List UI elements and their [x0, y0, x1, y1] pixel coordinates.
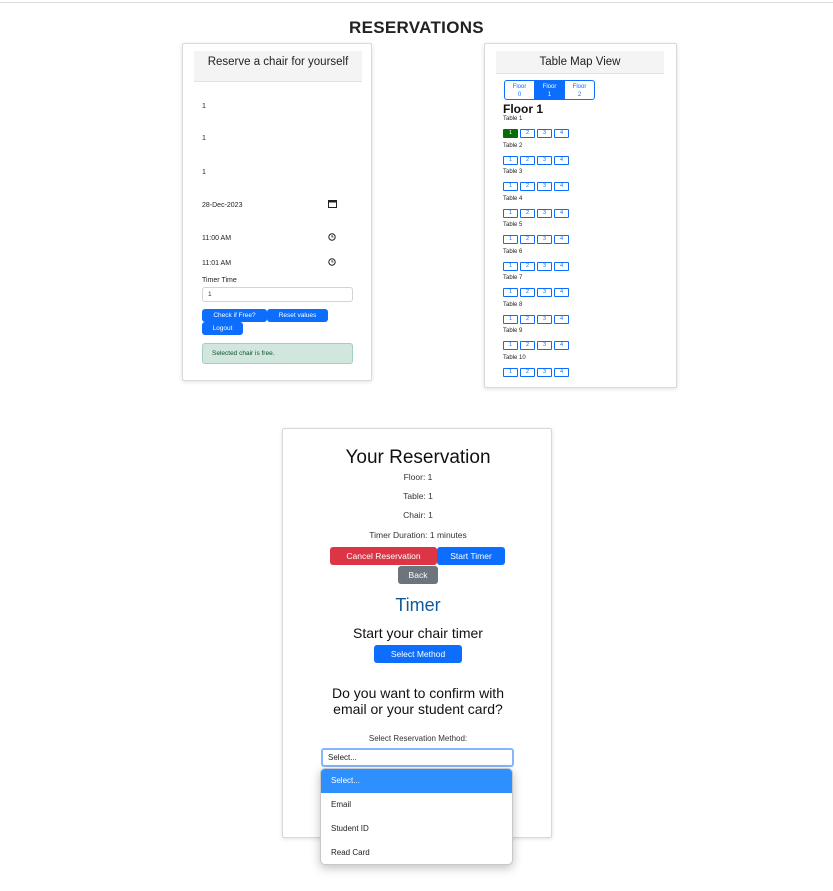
end-time-field[interactable]: 11:01 AM: [202, 260, 232, 267]
chair-button[interactable]: 3: [537, 129, 552, 138]
timer-time-label: Timer Time: [202, 277, 237, 284]
chair-button[interactable]: 4: [554, 235, 569, 244]
table-label: Table 2: [503, 142, 523, 149]
option-select[interactable]: Select...: [321, 769, 512, 793]
reservation-method-dropdown: [320, 768, 513, 865]
timer-time-input[interactable]: 1: [202, 287, 353, 302]
floor-tabs: [504, 80, 594, 100]
reservation-chair: Chair: 1: [403, 510, 433, 520]
table-map-header: Table Map View: [496, 51, 664, 74]
clock-icon[interactable]: [328, 258, 336, 268]
chair-row: [503, 156, 571, 165]
table-map-card: [484, 43, 677, 388]
floor-title: Floor 1: [503, 102, 544, 116]
chair-button[interactable]: 1: [503, 315, 518, 324]
calendar-icon[interactable]: [328, 200, 337, 210]
chair-button[interactable]: 3: [537, 341, 552, 350]
chair-row: [503, 209, 571, 218]
chair-button[interactable]: 2: [520, 209, 535, 218]
chair-button[interactable]: 2: [520, 235, 535, 244]
chair-button[interactable]: 4: [554, 315, 569, 324]
chair-button[interactable]: 3: [537, 182, 552, 191]
status-alert: Selected chair is free.: [202, 343, 353, 364]
chair-row: [503, 368, 571, 377]
chair-button[interactable]: 2: [520, 288, 535, 297]
chair-field[interactable]: 1: [202, 169, 206, 176]
chair-button[interactable]: 2: [520, 315, 535, 324]
chair-row: [503, 288, 571, 297]
floor-tab-2[interactable]: Floor 2: [564, 80, 595, 100]
chair-button[interactable]: 3: [537, 209, 552, 218]
chair-button[interactable]: 1: [503, 182, 518, 191]
start-timer-button[interactable]: Start Timer: [437, 547, 505, 565]
floor-tab-0[interactable]: Floor 0: [504, 80, 535, 100]
chair-button[interactable]: 1: [503, 209, 518, 218]
chair-button[interactable]: 4: [554, 288, 569, 297]
confirm-question: Do you want to confirm with email or your student card?: [332, 685, 504, 717]
start-timer-heading: Start your chair timer: [353, 625, 483, 641]
chair-button[interactable]: 3: [537, 368, 552, 377]
chair-button[interactable]: 4: [554, 262, 569, 271]
chair-row: [503, 262, 571, 271]
table-label: Table 4: [503, 195, 523, 202]
table-label: Table 6: [503, 248, 523, 255]
chair-button[interactable]: 4: [554, 209, 569, 218]
table-label: Table 5: [503, 222, 523, 228]
chair-row: [503, 341, 571, 350]
chair-row: [503, 235, 571, 244]
chair-button[interactable]: 1: [503, 156, 518, 165]
chair-button[interactable]: 3: [537, 288, 552, 297]
floor-tab-1[interactable]: Floor 1: [534, 80, 565, 100]
table-label: Table 9: [503, 328, 523, 334]
chair-button[interactable]: 1: [503, 288, 518, 297]
chair-button[interactable]: 2: [520, 156, 535, 165]
option-email[interactable]: Email: [331, 800, 352, 809]
chair-button[interactable]: 2: [520, 262, 535, 271]
method-label: Select Reservation Method:: [368, 734, 468, 743]
chair-button[interactable]: 4: [554, 182, 569, 191]
table-field[interactable]: 1: [202, 135, 206, 142]
chair-row: [503, 129, 571, 138]
cancel-reservation-button[interactable]: Cancel Reservation: [330, 547, 437, 565]
reservation-table: Table: 1: [403, 491, 433, 501]
start-time-field[interactable]: 11:00 AM: [202, 235, 232, 242]
reservation-timer-duration: Timer Duration: 1 minutes: [369, 530, 467, 540]
chair-button[interactable]: 1: [503, 262, 518, 271]
check-if-free-button[interactable]: Check if Free?: [202, 309, 267, 322]
back-button[interactable]: Back: [398, 566, 438, 584]
chair-button[interactable]: 4: [554, 368, 569, 377]
table-label: Table 8: [503, 301, 523, 308]
chair-button[interactable]: 2: [520, 341, 535, 350]
top-border: [0, 0, 833, 3]
page-title: RESERVATIONS: [349, 18, 484, 37]
chair-button[interactable]: 1: [503, 129, 518, 138]
table-label: Table 10: [503, 354, 526, 361]
chair-button[interactable]: 2: [520, 368, 535, 377]
reserve-card: [182, 43, 372, 381]
reset-values-button[interactable]: Reset values: [267, 309, 328, 322]
floor-field[interactable]: 1: [202, 103, 206, 110]
table-label: Table 1: [503, 116, 523, 122]
chair-button[interactable]: 2: [520, 129, 535, 138]
table-label: Table 3: [503, 169, 523, 175]
option-student-id[interactable]: Student ID: [331, 824, 369, 833]
chair-button[interactable]: 1: [503, 235, 518, 244]
chair-button[interactable]: 3: [537, 315, 552, 324]
select-method-button[interactable]: Select Method: [374, 645, 462, 663]
date-field[interactable]: 28-Dec-2023: [202, 202, 243, 209]
reservation-method-select[interactable]: Select...: [321, 748, 514, 767]
option-read-card[interactable]: Read Card: [331, 848, 370, 857]
timer-title: Timer: [395, 595, 441, 615]
reserve-card-header: Reserve a chair for yourself: [194, 51, 362, 82]
chair-button[interactable]: 1: [503, 368, 518, 377]
reservation-title: Your Reservation: [345, 447, 491, 468]
chair-button[interactable]: 3: [537, 262, 552, 271]
chair-row: [503, 182, 571, 191]
chair-button[interactable]: 1: [503, 341, 518, 350]
chair-button[interactable]: 3: [537, 235, 552, 244]
chair-button[interactable]: 3: [537, 156, 552, 165]
logout-button[interactable]: Logout: [202, 322, 243, 335]
chair-row: [503, 315, 571, 324]
chair-button[interactable]: 2: [520, 182, 535, 191]
chair-button[interactable]: 4: [554, 341, 569, 350]
chair-button[interactable]: 4: [554, 129, 569, 138]
clock-icon[interactable]: [328, 233, 336, 243]
reservation-floor: Floor: 1: [403, 472, 433, 482]
chair-button[interactable]: 4: [554, 156, 569, 165]
table-label: Table 7: [503, 275, 523, 281]
